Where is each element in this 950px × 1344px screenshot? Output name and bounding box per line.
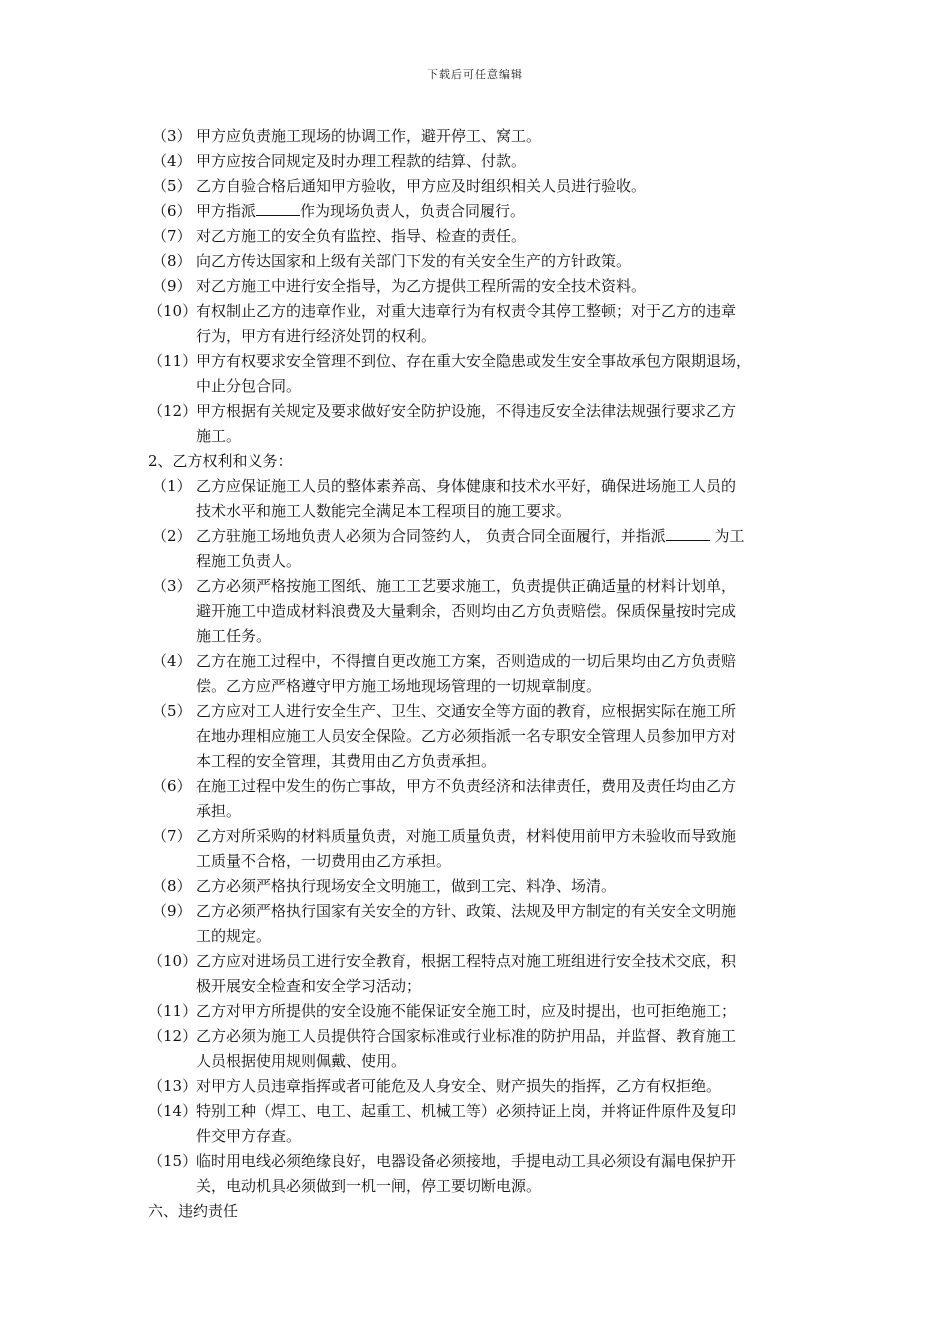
item-continuation [148, 924, 808, 949]
item-number: （3） [152, 577, 192, 595]
item-text: 乙方必须严格执行国家有关安全的方针、政策、法规及甲方制定的有关安全文明施 [196, 902, 737, 920]
item-continuation [148, 674, 808, 699]
list-item [148, 1149, 808, 1174]
item-text: 乙方必须为施工人员提供符合国家标准或行业标准的防护用品，并监督、教育施工 [196, 1027, 737, 1045]
item-text: 在地办理相应施工人员安全保险。乙方必须指派一名专职安全管理人员参加甲方对 [196, 727, 737, 745]
item-text: 人员根据使用规则佩戴、使用。 [196, 1052, 407, 1070]
item-text: 甲方应负责施工现场的协调工作，避开停工、窝工。 [196, 127, 542, 145]
item-continuation [148, 749, 808, 774]
page-header: 下载后可任意编辑 [427, 68, 523, 81]
item-text: 工质量不合格，一切费用由乙方承担。 [196, 852, 452, 870]
item-text: 工的规定。 [196, 927, 272, 945]
item-text: 关，电动机具必须做到一机一闸，停工要切断电源。 [196, 1177, 542, 1195]
item-continuation [148, 599, 808, 624]
item-text: 乙方对甲方所提供的安全设施不能保证安全施工时，应及时提出，也可拒绝施工； [196, 1002, 737, 1020]
item-continuation [148, 1049, 808, 1074]
item-number: （9） [152, 902, 192, 920]
item-number: （6） [152, 777, 192, 795]
list-item [148, 399, 808, 424]
item-text: 甲方应按合同规定及时办理工程款的结算、付款。 [196, 152, 527, 170]
item-text: 乙方必须严格按施工图纸、施工工艺要求施工，负责提供正确适量的材料计划单， [196, 577, 737, 595]
list-item [148, 174, 808, 199]
item-text: 为工 [709, 527, 745, 545]
item-continuation [148, 424, 808, 449]
item-number: （8） [152, 252, 192, 270]
item-text: 乙方对所采购的材料质量负责，对施工质量负责，材料使用前甲方未验收而导致施 [196, 827, 737, 845]
item-continuation [148, 1124, 808, 1149]
item-text: 技术水平和施工人数能完全满足本工程项目的施工要求。 [196, 502, 572, 520]
list-item [148, 199, 808, 224]
list-item [148, 1024, 808, 1049]
item-continuation [148, 849, 808, 874]
item-number: （6） [152, 202, 192, 220]
item-text: 乙方应对进场员工进行安全教育，根据工程特点对施工班组进行安全技术交底，积 [196, 952, 737, 970]
item-text: 本工程的安全管理，其费用由乙方负责承担。 [196, 752, 497, 770]
list-item [148, 574, 808, 599]
item-text: 临时用电线必须绝缘良好，电器设备必须接地，手提电动工具必须设有漏电保护开 [196, 1152, 737, 1170]
item-text: 避开施工中造成材料浪费及大量剩余，否则均由乙方负责赔偿。保质保量按时完成 [196, 602, 737, 620]
item-text: 在施工过程中发生的伤亡事故，甲方不负责经济和法律责任，费用及责任均由乙方 [196, 777, 737, 795]
section-title: 2、乙方权利和义务： [148, 452, 293, 470]
list-item [148, 774, 808, 799]
item-number: （2） [152, 527, 192, 545]
item-text: 乙方应保证施工人员的整体素养高、身体健康和技术水平好，确保进场施工人员的 [196, 477, 737, 495]
item-continuation [148, 324, 808, 349]
list-item [148, 874, 808, 899]
section-heading [148, 449, 808, 474]
item-continuation [148, 374, 808, 399]
item-number: （11） [148, 352, 198, 370]
list-item [148, 649, 808, 674]
item-number: （10） [148, 952, 198, 970]
list-item [148, 1099, 808, 1124]
item-number: （10） [148, 302, 198, 320]
item-continuation [148, 1174, 808, 1199]
list-item [148, 899, 808, 924]
list-item [148, 224, 808, 249]
fill-in-blank [256, 200, 300, 216]
item-text: 乙方驻施工场地负责人必须为合同签约人， 负责合同全面履行，并指派 [196, 527, 666, 545]
item-continuation [148, 974, 808, 999]
item-text: 作为现场负责人，负责合同履行。 [300, 202, 526, 220]
item-text: 对乙方施工中进行安全指导，为乙方提供工程所需的安全技术资料。 [196, 277, 647, 295]
item-text: 承担。 [196, 802, 242, 820]
list-item [148, 824, 808, 849]
item-number: （7） [152, 227, 192, 245]
item-number: （12） [148, 1027, 198, 1045]
item-text: 乙方应对工人进行安全生产、卫生、交通安全等方面的教育，应根据实际在施工所 [196, 702, 737, 720]
list-item [148, 274, 808, 299]
section-heading [148, 1199, 808, 1224]
item-text: 中止分包合同。 [196, 377, 302, 395]
item-text: 施工。 [196, 427, 242, 445]
list-item [148, 299, 808, 324]
item-continuation [148, 499, 808, 524]
item-number: （9） [152, 277, 192, 295]
item-text: 极开展安全检查和安全学习活动； [196, 977, 422, 995]
list-item [148, 249, 808, 274]
item-text: 乙方必须严格执行现场安全文明施工，做到工完、料净、场清。 [196, 877, 617, 895]
item-number: （5） [152, 702, 192, 720]
item-continuation [148, 549, 808, 574]
item-number: （12） [148, 402, 198, 420]
item-continuation [148, 624, 808, 649]
item-text: 件交甲方存查。 [196, 1127, 302, 1145]
item-text: 施工任务。 [196, 627, 272, 645]
document-body [148, 124, 808, 1224]
item-text: 乙方在施工过程中，不得擅自更改施工方案，否则造成的一切后果均由乙方负责赔 [196, 652, 737, 670]
item-text: 偿。乙方应严格遵守甲方施工场地现场管理的一切规章制度。 [196, 677, 602, 695]
item-number: （4） [152, 652, 192, 670]
list-item [148, 999, 808, 1024]
item-text: 对甲方人员违章指挥或者可能危及人身安全、财产损失的指挥，乙方有权拒绝。 [196, 1077, 722, 1095]
list-item [148, 124, 808, 149]
item-text: 甲方指派 [196, 202, 257, 220]
item-number: （7） [152, 827, 192, 845]
list-item [148, 524, 808, 549]
item-continuation [148, 799, 808, 824]
list-item [148, 474, 808, 499]
list-item [148, 949, 808, 974]
item-text: 甲方根据有关规定及要求做好安全防护设施，不得违反安全法律法规强行要求乙方 [196, 402, 737, 420]
item-number: （11） [148, 1002, 198, 1020]
item-number: （13） [148, 1077, 198, 1095]
list-item [148, 699, 808, 724]
list-item [148, 1074, 808, 1099]
fill-in-blank [666, 525, 710, 541]
item-number: （1） [152, 477, 192, 495]
item-number: （4） [152, 152, 192, 170]
section-title: 六、违约责任 [148, 1202, 239, 1220]
item-text: 向乙方传达国家和上级有关部门下发的有关安全生产的方针政策。 [196, 252, 632, 270]
item-text: 甲方有权要求安全管理不到位、存在重大安全隐患或发生安全事故承包方限期退场， [196, 352, 752, 370]
item-text: 特别工种（焊工、电工、起重工、机械工等）必须持证上岗，并将证件原件及复印 [196, 1102, 737, 1120]
item-number: （14） [148, 1102, 198, 1120]
item-text: 有权制止乙方的违章作业，对重大违章行为有权责令其停工整顿；对于乙方的违章 [196, 302, 737, 320]
item-number: （5） [152, 177, 192, 195]
item-number: （15） [148, 1152, 198, 1170]
item-continuation [148, 724, 808, 749]
item-text: 乙方自验合格后通知甲方验收，甲方应及时组织相关人员进行验收。 [196, 177, 647, 195]
list-item [148, 149, 808, 174]
list-item [148, 349, 808, 374]
item-number: （3） [152, 127, 192, 145]
item-number: （8） [152, 877, 192, 895]
item-text: 程施工负责人。 [196, 552, 302, 570]
item-text: 对乙方施工的安全负有监控、指导、检查的责任。 [196, 227, 527, 245]
item-text: 行为，甲方有进行经济处罚的权利。 [196, 327, 437, 345]
